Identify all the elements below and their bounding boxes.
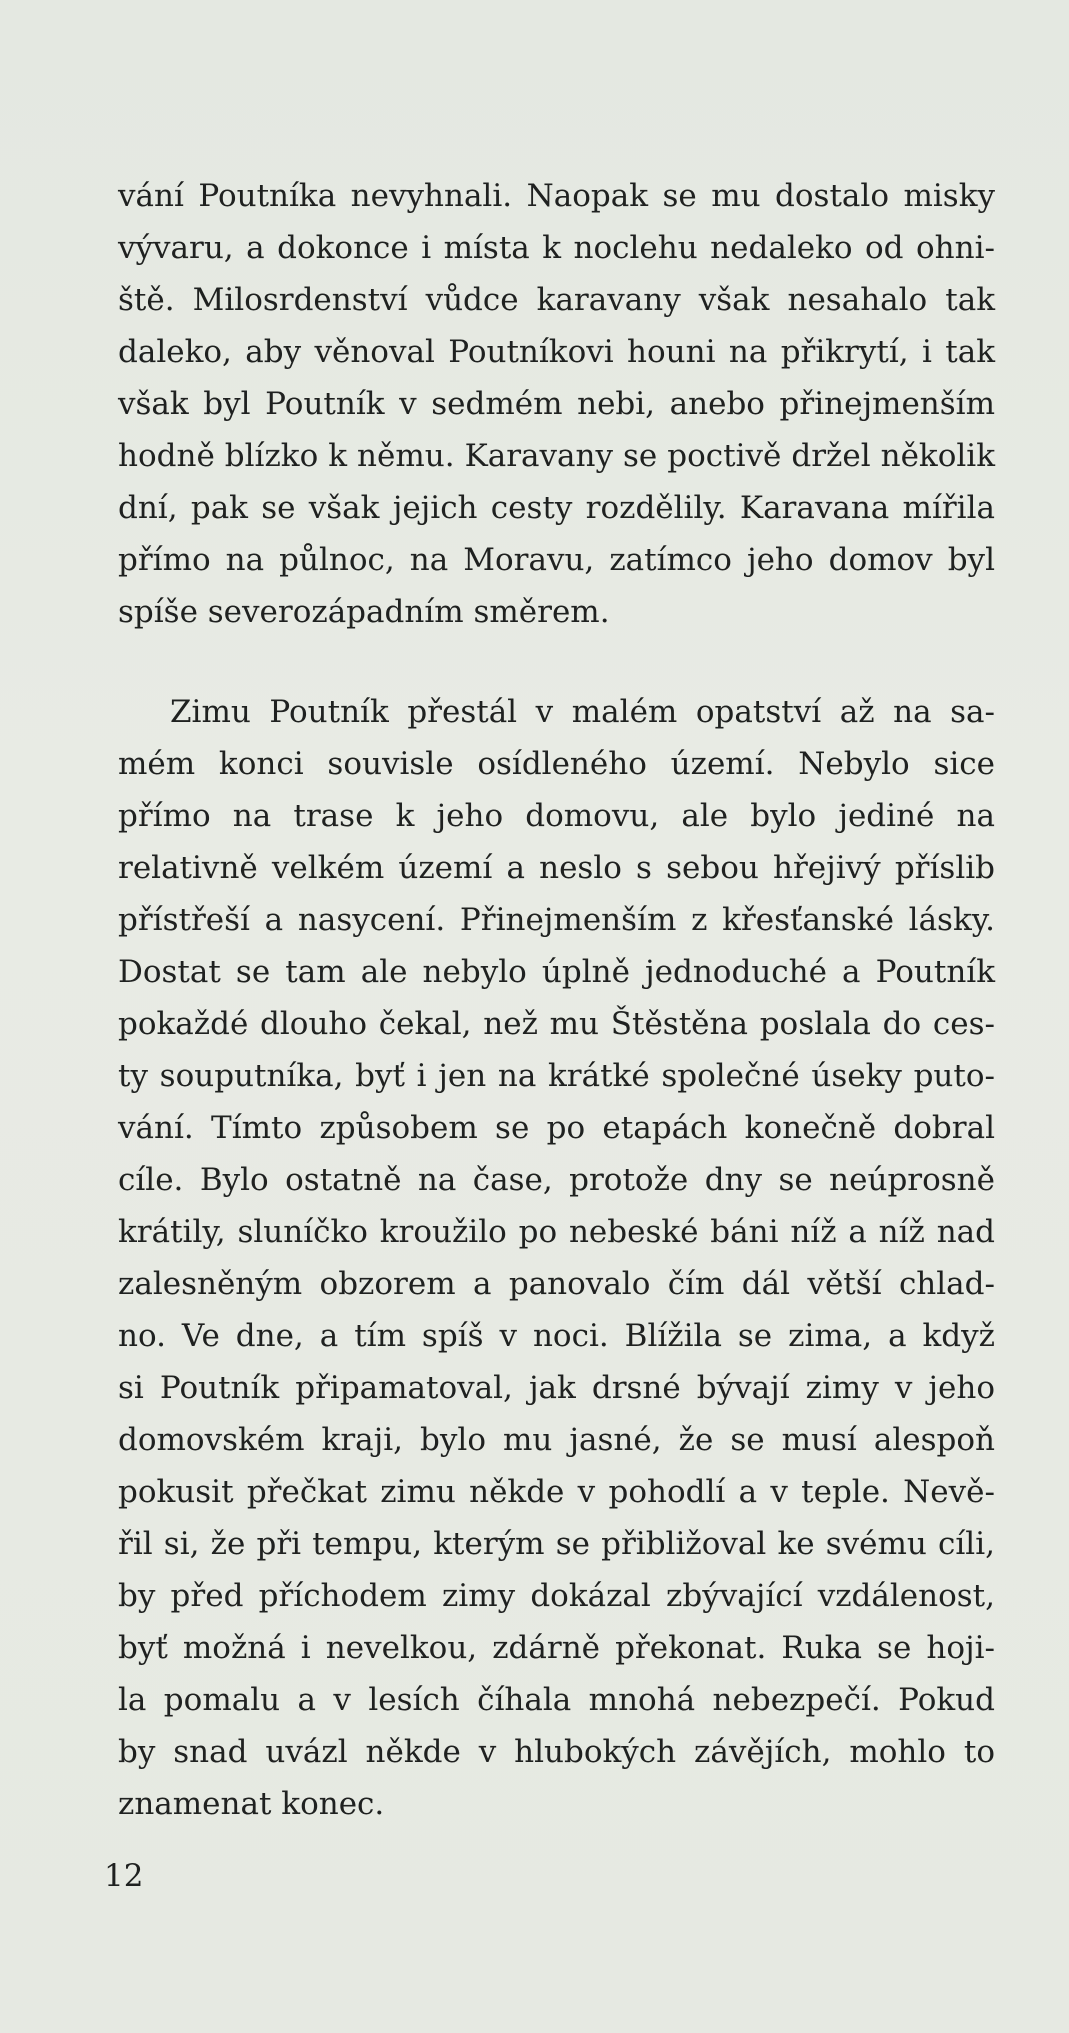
paragraph-2 [118, 686, 995, 1830]
text-line: dní, pak se však jejich cesty rozdělily. Karavana mířila [118, 490, 995, 526]
text-line: spíše severozápadním směrem. [118, 594, 610, 630]
text-line: vání Poutníka nevyhnali. Naopak se mu dostalo misky [118, 178, 995, 214]
text-line: mém konci souvisle osídleného území. Nebylo sice [118, 746, 995, 782]
page-number: 12 [104, 1858, 144, 1894]
text-line: zalesněným obzorem a panovalo čím dál větší chlad- [118, 1266, 995, 1302]
text-line: ště. Milosrdenství vůdce karavany však nesahalo tak [118, 282, 995, 318]
text-line: domovském kraji, bylo mu jasné, že se musí alespoň [118, 1422, 995, 1458]
text-line: ty souputníka, byť i jen na krátké společné úseky puto- [118, 1058, 995, 1094]
text-line: byť možná i nevelkou, zdárně překonat. Ruka se hoji- [118, 1630, 995, 1666]
text-line: by snad uvázl někde v hlubokých závějích, mohlo to [118, 1734, 995, 1770]
text-line: pokaždé dlouho čekal, než mu Štěstěna poslala do ces- [118, 1006, 995, 1042]
text-line: relativně velkém území a neslo s sebou hřejivý příslib [118, 850, 995, 886]
text-line: pokusit přečkat zimu někde v pohodlí a v teple. Nevě- [118, 1474, 995, 1510]
text-line: no. Ve dne, a tím spíš v noci. Blížila se zima, a když [118, 1318, 995, 1354]
text-line: krátily, sluníčko kroužilo po nebeské báni níž a níž nad [118, 1214, 995, 1250]
text-line: vývaru, a dokonce i místa k noclehu nedaleko od ohni- [118, 230, 995, 266]
text-line: hodně blízko k němu. Karavany se poctivě držel několik [118, 438, 995, 474]
text-line: přístřeší a nasycení. Přinejmenším z křesťanské lásky. [118, 902, 995, 938]
text-line: přímo na trase k jeho domovu, ale bylo jediné na [118, 798, 995, 834]
text-line: si Poutník připamatoval, jak drsné bývají zimy v jeho [118, 1370, 995, 1406]
paragraph-1 [118, 170, 995, 638]
text-line: Zimu Poutník přestál v malém opatství až na sa- [170, 694, 995, 730]
text-line: daleko, aby věnoval Poutníkovi houni na přikrytí, i tak [118, 334, 995, 370]
text-line: řil si, že při tempu, kterým se přibližoval ke svému cíli, [118, 1526, 995, 1562]
text-line: Dostat se tam ale nebylo úplně jednoduché a Poutník [118, 954, 995, 990]
text-line: znamenat konec. [118, 1786, 385, 1822]
text-line: vání. Tímto způsobem se po etapách konečně dobral [118, 1110, 995, 1146]
text-line: la pomalu a v lesích číhala mnohá nebezpečí. Pokud [118, 1682, 995, 1718]
text-line: cíle. Bylo ostatně na čase, protože dny se neúprosně [118, 1162, 995, 1198]
text-line: však byl Poutník v sedmém nebi, anebo přinejmenším [118, 386, 995, 422]
text-line: by před příchodem zimy dokázal zbývající vzdálenost, [118, 1578, 995, 1614]
text-line: přímo na půlnoc, na Moravu, zatímco jeho domov byl [118, 542, 995, 578]
